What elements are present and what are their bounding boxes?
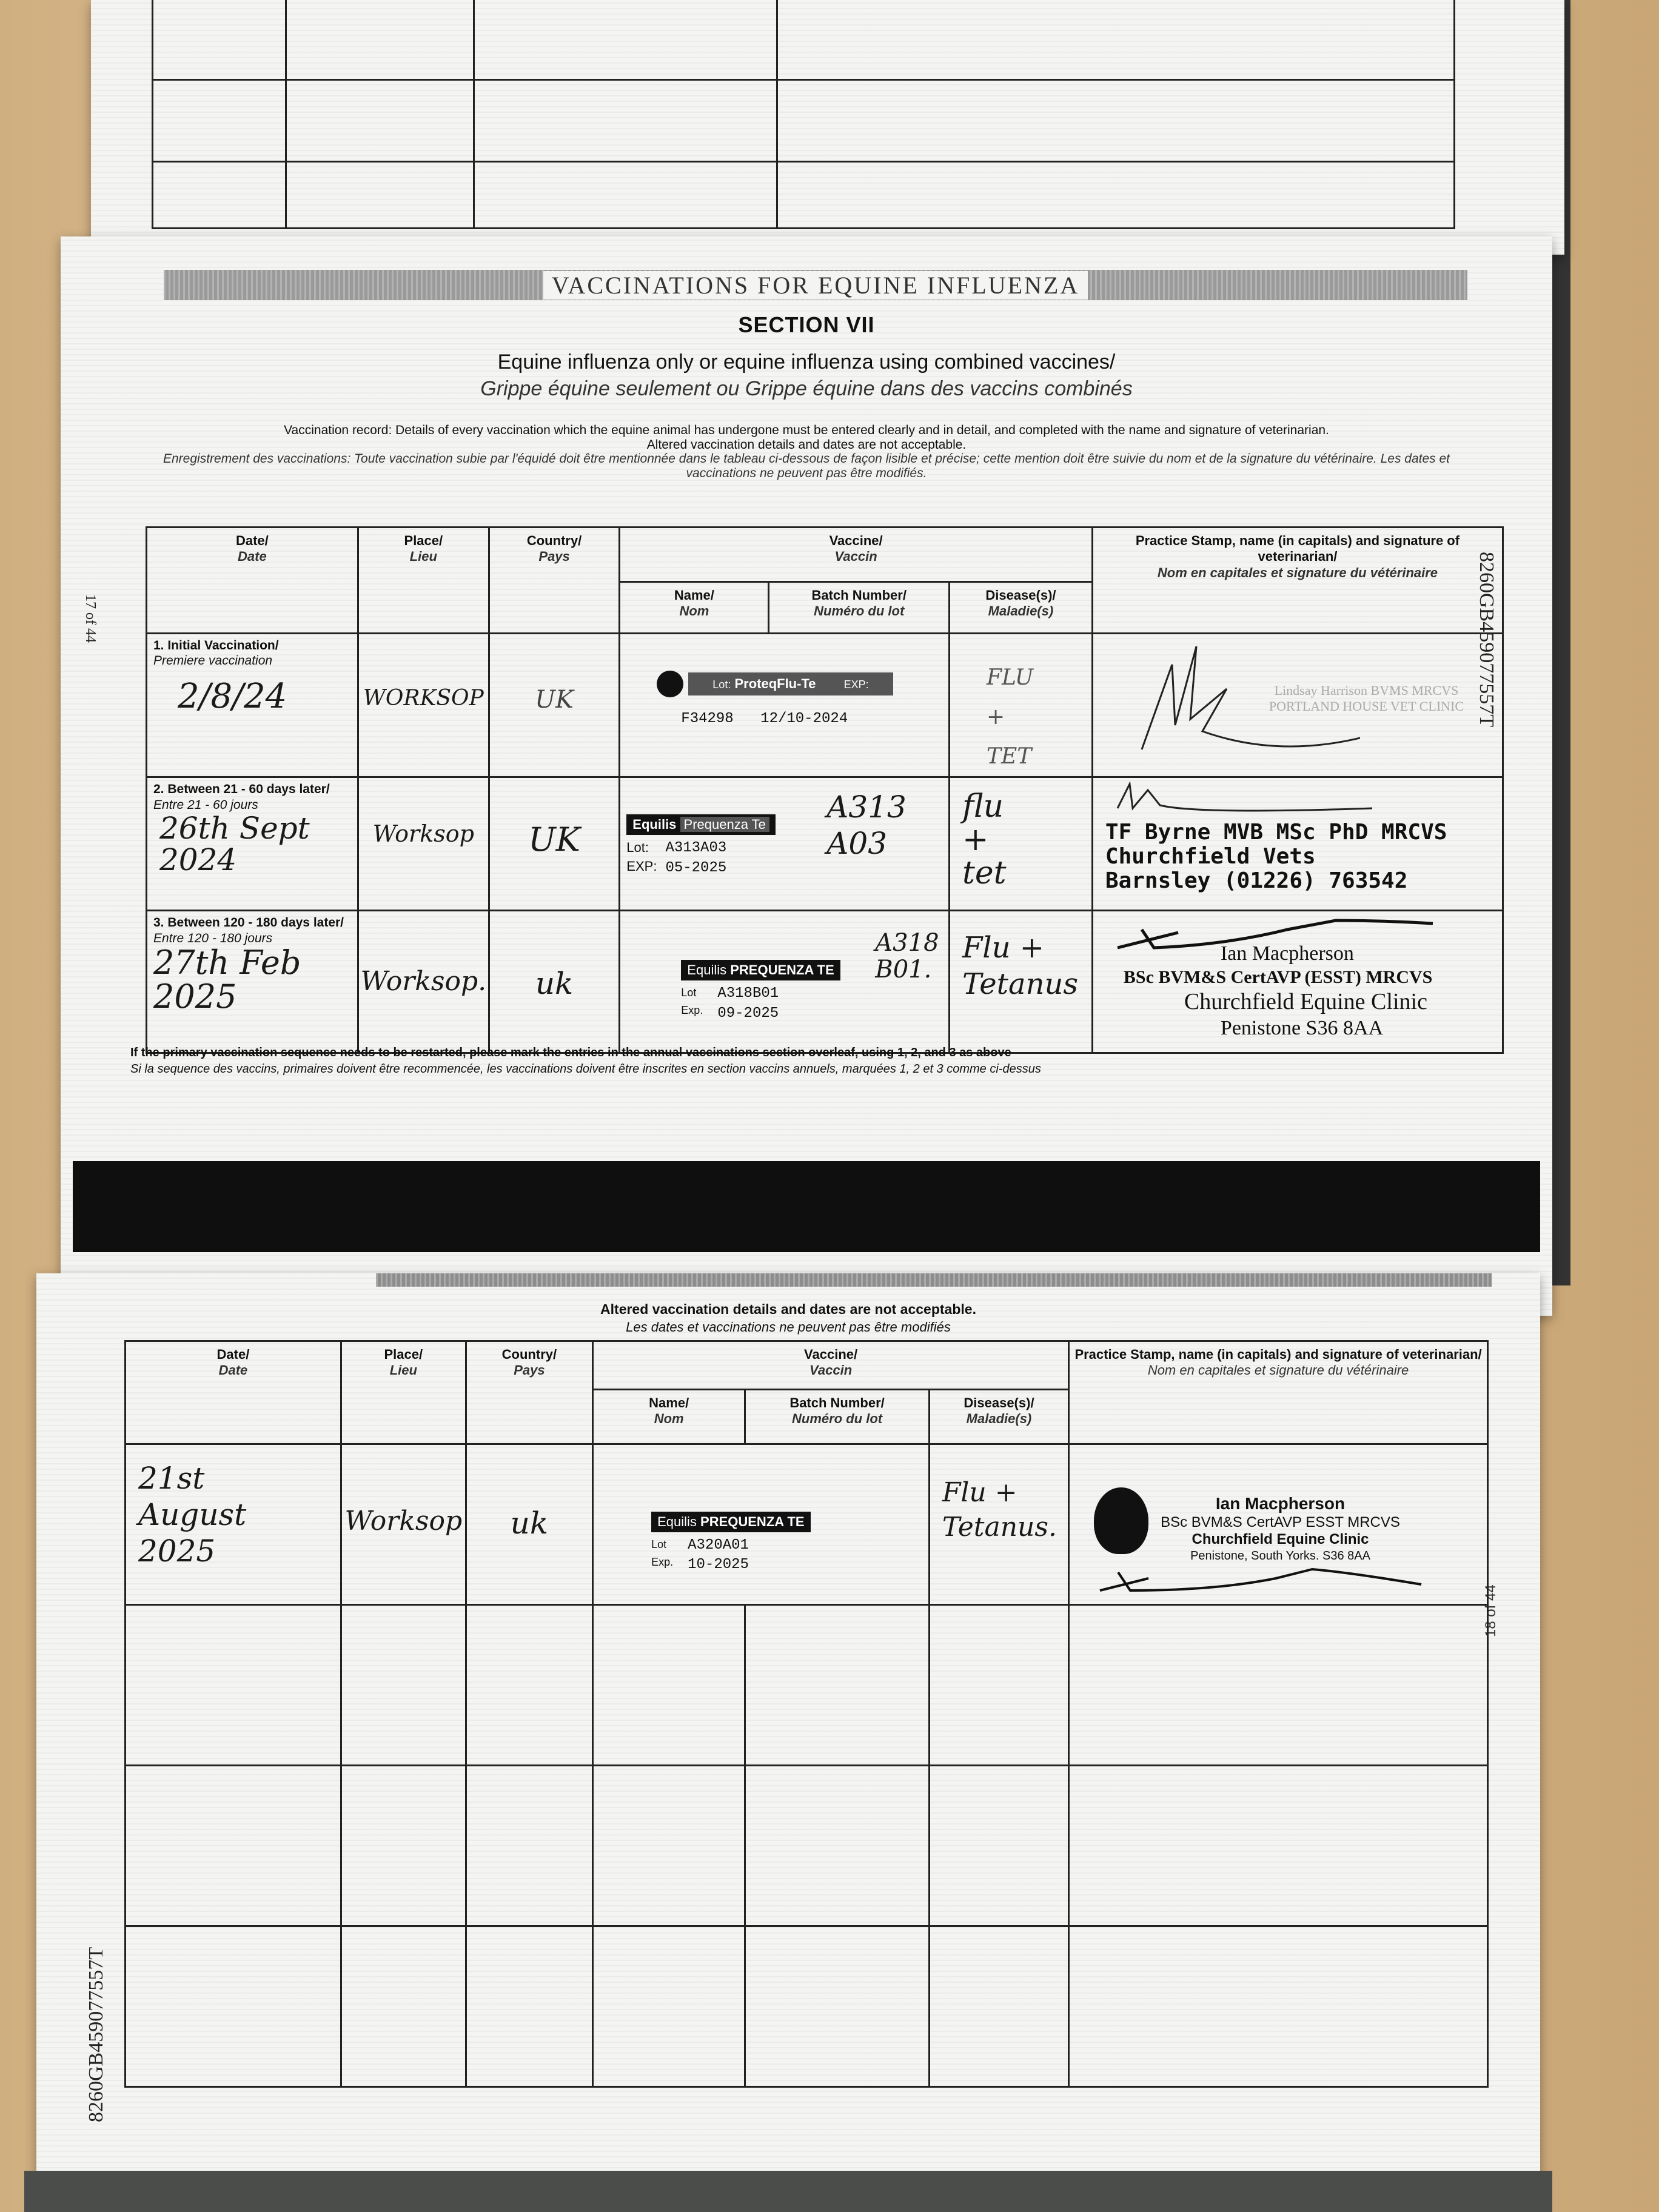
date-handwritten: 21st August 2025 bbox=[138, 1461, 247, 1569]
page-number-right: 18 of 44 bbox=[1483, 1584, 1499, 1637]
date-handwritten: 2/8/24 bbox=[178, 677, 287, 717]
continued-note-en: Altered vaccination details and dates are not acceptable. bbox=[600, 1301, 976, 1317]
header-practice-stamp: Practice Stamp, name (in capitals) and signature of veterinarian/ Nom en capitales et signature du vétérinaire bbox=[1069, 1341, 1488, 1444]
batch-number: A320A01 bbox=[688, 1537, 749, 1553]
header-batch-number: Batch Number/ Numéro du lot bbox=[769, 582, 949, 634]
passport-id-mid: 8260GB459077557T bbox=[1475, 552, 1498, 727]
disease-cell: FLU + TET bbox=[949, 634, 1092, 777]
country-cell: uk bbox=[466, 1444, 592, 1605]
date-handwritten: 27th Feb 2025 bbox=[153, 943, 301, 1016]
date-cell: 2. Between 21 - 60 days later/ Entre 21 - 60 jours 26th Sept 2024 bbox=[147, 777, 358, 911]
initial-vaccination-table bbox=[146, 526, 1504, 1054]
section-vii-continued-page bbox=[36, 1273, 1540, 2212]
previous-page-grid bbox=[152, 0, 1455, 229]
country-cell: UK bbox=[489, 777, 619, 911]
stamp-cell bbox=[1092, 634, 1503, 777]
vaccination-record-note bbox=[61, 423, 1552, 452]
country-cell: uk bbox=[489, 911, 619, 1053]
disease-cell: flu + tet bbox=[949, 777, 1092, 911]
batch-number: A313A03 bbox=[665, 840, 727, 857]
vaccine-label-cell: Equilis PREQUENZA TE Lot Exp. A318B01 09-2025 A318 B01. bbox=[620, 911, 950, 1053]
vet-signature bbox=[1105, 778, 1384, 820]
scan-black-bar bbox=[73, 1161, 1540, 1252]
date-cell: 1. Initial Vaccination/ Premiere vaccination 2/8/24 bbox=[147, 634, 358, 777]
header-practice-stamp: Practice Stamp, name (in capitals) and signature of veterinarian/ Nom en capitales et signature du vétérinaire bbox=[1092, 528, 1503, 634]
table-row bbox=[147, 777, 1503, 911]
vaccine-brand-label: Equilis PREQUENZA TE bbox=[651, 1512, 810, 1532]
vaccine-label-cell: Equilis PREQUENZA TE Lot Exp. A320A01 10-2025 bbox=[593, 1444, 930, 1605]
header-vaccine-name: Name/ Nom bbox=[593, 1390, 745, 1444]
vet-stamp: TF Byrne MVB MSc PhD MRCVS Churchfield Vets Barnsley (01226) 763542 bbox=[1105, 820, 1447, 893]
place-cell: WORKSOP bbox=[358, 634, 489, 777]
passport-id-bottom: 8260GB459077557T bbox=[85, 1947, 107, 2122]
disease-cell: Flu + Tetanus bbox=[949, 911, 1092, 1053]
vet-stamp: Lindsay Harrison BVMS MRCVS PORTLAND HOUSE VET CLINIC bbox=[1269, 683, 1464, 714]
header-country: Country/ Pays bbox=[466, 1341, 592, 1444]
table-row bbox=[126, 1605, 1488, 1766]
horse-logo-icon bbox=[657, 671, 683, 697]
binder-bottom-edge bbox=[24, 2171, 1552, 2212]
footnote-fr: Si la sequence des vaccins, primaires doivent être recommencée, les vaccinations doivent être inscrites en section vaccins annuels, marquées 1, 2 et 3 comme ci-dessus bbox=[130, 1062, 1041, 1076]
section-heading: SECTION VII bbox=[738, 312, 875, 337]
table-row bbox=[126, 1926, 1488, 2087]
batch-handwritten: A318 B01. bbox=[875, 929, 939, 984]
header-country: Country/ Pays bbox=[489, 528, 619, 634]
table-row bbox=[126, 1444, 1488, 1605]
header-disease: Disease(s)/ Maladie(s) bbox=[929, 1390, 1068, 1444]
table-row bbox=[147, 634, 1503, 777]
date-cell bbox=[126, 1444, 341, 1605]
date-cell: 3. Between 120 - 180 days later/ Entre 120 - 180 jours 27th Feb 2025 bbox=[147, 911, 358, 1053]
annual-vaccination-table bbox=[124, 1340, 1489, 2088]
header-disease: Disease(s)/ Maladie(s) bbox=[949, 582, 1092, 634]
batch-expiry: 10-2025 bbox=[688, 1557, 749, 1574]
stamp-cell bbox=[1092, 911, 1503, 1053]
vaccine-brand-label: Equilis Prequenza Te bbox=[626, 814, 776, 835]
batch-number: F34298 bbox=[681, 711, 734, 727]
table-row bbox=[126, 1766, 1488, 1926]
place-cell: Worksop bbox=[358, 777, 489, 911]
batch-handwritten: A313 A03 bbox=[826, 789, 907, 862]
place-cell: Worksop bbox=[341, 1444, 466, 1605]
footnote-en: If the primary vaccination sequence needs to be restarted, please mark the entries in the annual vaccinations section overleaf, using 1, 2, and 3 as above bbox=[130, 1046, 1011, 1059]
header-vaccine: Vaccine/ Vaccin bbox=[620, 528, 1093, 582]
header-batch-number: Batch Number/ Numéro du lot bbox=[745, 1390, 930, 1444]
vet-stamp: Ian Macpherson BSc BVM&S CertAVP ESST MRCVS Churchfield Equine Clinic Penistone, South Yorks. S36 8AA bbox=[1161, 1494, 1400, 1563]
place-cell: Worksop. bbox=[358, 911, 489, 1053]
vet-signature bbox=[1094, 1566, 1433, 1597]
page-number-left: 17 of 44 bbox=[82, 594, 98, 643]
header-place: Place/ Lieu bbox=[341, 1341, 466, 1444]
vaccination-record-note-fr: Enregistrement des vaccinations: Toute vaccination subie par l'équidé doit être mentionnée dans le tableau ci-dessous de façon lisible et précise; cette mention doit être suivie du nom et de la signature du vétérinaire. Les dates et vaccinations ne peuvent pas être modifiés. bbox=[163, 452, 1450, 480]
vet-signature bbox=[1105, 917, 1445, 954]
continued-banner bbox=[376, 1273, 1492, 1287]
section-vii-page bbox=[61, 236, 1552, 1316]
batch-number: A318B01 bbox=[717, 985, 779, 1002]
country-cell: UK bbox=[489, 634, 619, 777]
vaccine-brand-label: Equilis PREQUENZA TE bbox=[681, 960, 840, 980]
vet-signature bbox=[1105, 628, 1360, 768]
batch-expiry: 09-2025 bbox=[717, 1005, 779, 1022]
header-date: Date/ Date bbox=[147, 528, 358, 634]
section-banner bbox=[164, 270, 1467, 300]
header-place: Place/ Lieu bbox=[358, 528, 489, 634]
vaccine-label-cell bbox=[620, 634, 950, 777]
note-en-line-1: Vaccination record: Details of every vaccination which the equine animal has undergone must be entered clearly and in detail, and completed with the name and signature of veterinarian. bbox=[284, 423, 1329, 437]
disease-cell: Flu + Tetanus. bbox=[929, 1444, 1068, 1605]
batch-expiry: 12/10-2024 bbox=[760, 711, 848, 727]
continued-note-fr: Les dates et vaccinations ne peuvent pas être modifiés bbox=[626, 1319, 951, 1335]
practice-logo-icon bbox=[1094, 1487, 1148, 1554]
banner-title: VACCINATIONS FOR EQUINE INFLUENZA bbox=[543, 271, 1088, 300]
header-vaccine: Vaccine/ Vaccin bbox=[593, 1341, 1069, 1390]
vaccine-brand-label: Lot: ProteqFlu-Te EXP: bbox=[688, 672, 893, 695]
table-row bbox=[147, 911, 1503, 1053]
vaccine-label-cell: Equilis Prequenza Te Lot: EXP: A313A03 05-2025 A313 A03 bbox=[620, 777, 950, 911]
stamp-cell bbox=[1069, 1444, 1488, 1605]
date-handwritten: 26th Sept 2024 bbox=[159, 810, 310, 878]
header-date: Date/ Date bbox=[126, 1341, 341, 1444]
section-title-en: Equine influenza only or equine influenza using combined vaccines/ bbox=[497, 350, 1116, 374]
note-en-line-2: Altered vaccination details and dates are not acceptable. bbox=[646, 438, 967, 452]
section-title-fr: Grippe équine seulement ou Grippe équine dans des vaccins combinés bbox=[480, 377, 1133, 400]
previous-page-sheet bbox=[91, 0, 1564, 255]
stamp-cell bbox=[1092, 777, 1503, 911]
header-vaccine-name: Name/ Nom bbox=[620, 582, 769, 634]
batch-expiry: 05-2025 bbox=[665, 859, 727, 876]
vet-stamp: Ian Macpherson BSc BVM&S CertAVP (ESST) MRCVS Churchfield Equine Clinic Penistone S36 8AA bbox=[1123, 942, 1433, 1039]
